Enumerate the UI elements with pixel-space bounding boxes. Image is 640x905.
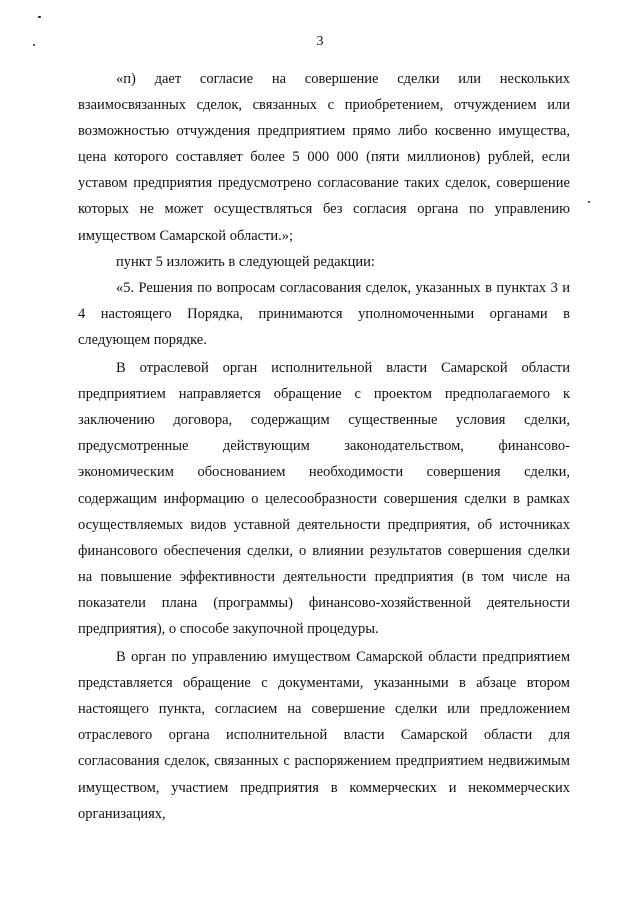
page-number: 3 — [316, 34, 324, 49]
document-body — [78, 66, 570, 827]
paragraph: «5. Решения по вопросам согласования сделок, указанных в пунктах 3 и 4 настоящего Порядка, принимаются уполномоченными органами в следующем порядке. — [78, 279, 570, 348]
paragraph: «п) дает согласие на совершение сделки или нескольких взаимосвязанных сделок, связанных с приобретением, отчуждением или возможностью отчуждения предприятием прямо либо косвенно имущества, цена которого составляет более 5 000 000 (пяти миллионов) рублей, если уставом предприятия предусмотрено согласование таких сделок, совершение которых не может осуществляться без согласия органа по управлению имуществом Самарской области.»; — [78, 71, 570, 244]
paragraph: пункт 5 изложить в следующей редакции: — [116, 253, 375, 270]
paragraph: В орган по управлению имуществом Самарской области предприятием представляется обращение с документами, указанными в абзаце втором настоящего пункта, согласием на совершение сделки или предложением отраслевого органа исполнительной власти Самарской области для согласования сделок, связанных с распоряжением предприятием недвижимым имуществом, участием предприятия в коммерческих и некоммерческих организациях, — [78, 649, 570, 822]
scan-speck — [588, 201, 590, 203]
scan-speck — [38, 16, 41, 18]
paragraph: В отраслевой орган исполнительной власти Самарской области предприятием направляется обращение с проектом предполагаемого к заключению договора, содержащим существенные условия сделки, предусмотренные действующим законодательством, финансово-экономическим обоснованием необходимости совершения сделки, содержащим информацию о целесообразности совершения сделки в рамках осуществляемых видов уставной деятельности предприятия, об источниках финансового обеспечения сделки, о влиянии результатов совершения сделки на повышение эффективности деятельности предприятия (в том числе на показатели плана (программы) финансово-хозяйственной деятельности предприятия), о способе закупочной процедуры. — [78, 360, 570, 637]
